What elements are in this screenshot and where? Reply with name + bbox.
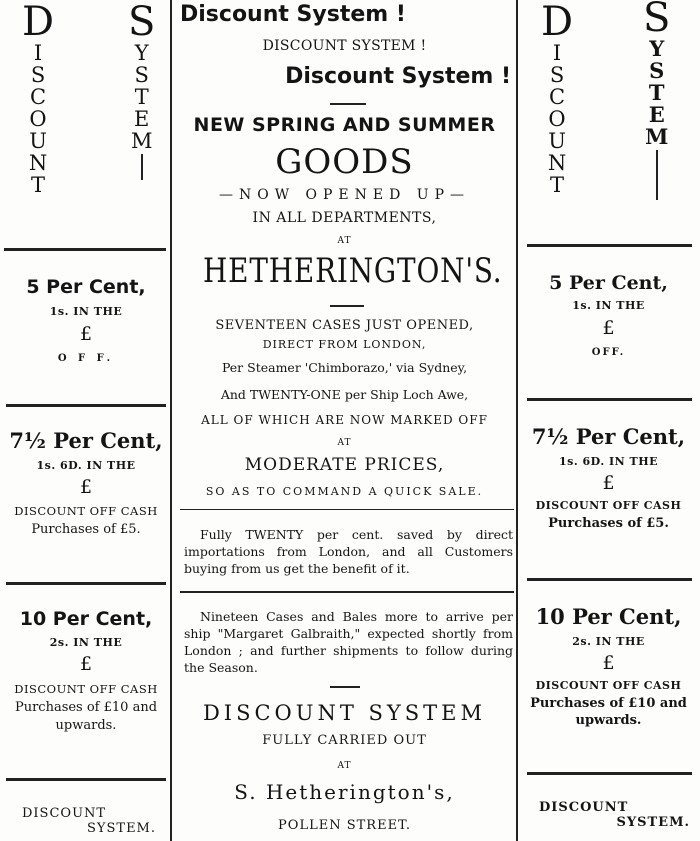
discount-10-title: 10 Per Cent, xyxy=(19,608,153,630)
fully-carried-out-line: FULLY CARRIED OUT xyxy=(262,733,427,748)
divider xyxy=(527,772,692,775)
paragraph-twenty-percent: Fully TWENTY per cent. saved by direct importations from London, and all Customers buying from us get the benefit of it. xyxy=(184,527,513,576)
divider xyxy=(180,591,514,593)
marked-off-line: ALL OF WHICH ARE NOW MARKED OFF xyxy=(201,413,488,427)
vertical-letter: M xyxy=(645,124,669,149)
vertical-letter: O xyxy=(29,107,47,131)
hetheringtons-heading: HETHERINGTON'S. xyxy=(203,251,503,291)
short-divider xyxy=(330,305,364,307)
discount-system-heading: DISCOUNT SYSTEM xyxy=(202,701,487,725)
discount-10-line3: upwards. xyxy=(55,718,117,733)
vertical-letter: C xyxy=(30,85,47,109)
discount-7-title: 7½ Per Cent, xyxy=(531,424,686,449)
pound-sign: £ xyxy=(602,472,615,494)
vertical-rule xyxy=(141,154,143,180)
vertical-word-discount xyxy=(22,2,54,196)
vertical-letter: D xyxy=(22,0,55,45)
discount-10-line1: DISCOUNT OFF CASH xyxy=(14,682,158,696)
vertical-letter: O xyxy=(548,107,566,131)
divider xyxy=(6,404,166,407)
spring-summer-heading: NEW SPRING AND SUMMER xyxy=(193,114,496,136)
moderate-prices-line: MODERATE PRICES, xyxy=(244,455,445,475)
pound-sign: £ xyxy=(602,652,615,674)
vertical-letter: S xyxy=(643,0,671,41)
discount-10-line2: Purchases of £10 and xyxy=(14,700,158,715)
off-label: OFF. xyxy=(591,347,626,358)
at-label: AT xyxy=(337,236,352,246)
divider xyxy=(527,398,692,401)
discount-5-block xyxy=(0,276,172,364)
seventeen-cases-line: SEVENTEEN CASES JUST OPENED, xyxy=(215,318,474,333)
vertical-letter: Y xyxy=(649,36,665,61)
vertical-letter: S xyxy=(128,0,156,45)
discount-7-block xyxy=(0,428,172,540)
vertical-letter: E xyxy=(648,102,665,127)
vertical-letter: D xyxy=(541,0,574,45)
vertical-word-system xyxy=(128,2,155,180)
at-label: AT xyxy=(337,438,352,448)
short-divider xyxy=(330,103,366,105)
short-divider xyxy=(330,686,360,688)
vertical-letter: M xyxy=(130,129,153,153)
vertical-letter: T xyxy=(648,80,665,105)
vertical-letter: U xyxy=(548,129,566,153)
discount-7-line2: Purchases of £5. xyxy=(548,516,669,531)
footer-line1: DISCOUNT xyxy=(539,800,629,815)
discount-5-sub: 1s. IN THE xyxy=(572,299,645,312)
vertical-letter: U xyxy=(29,129,47,153)
discount-7-line1: DISCOUNT OFF CASH xyxy=(14,504,158,518)
vertical-letter: I xyxy=(33,41,43,65)
pollen-street-line: POLLEN STREET. xyxy=(278,818,411,833)
vertical-letter: Y xyxy=(134,41,149,65)
divider xyxy=(4,248,166,251)
at-label: AT xyxy=(337,761,352,771)
pound-sign: £ xyxy=(79,653,93,675)
divider xyxy=(527,578,692,581)
discount-5-block xyxy=(517,272,700,358)
headline-3: Discount System ! xyxy=(285,64,511,89)
discount-10-sub: 2s. IN THE xyxy=(572,635,645,648)
vertical-letter: S xyxy=(649,58,665,83)
vertical-letter: T xyxy=(31,173,46,197)
vertical-letter: N xyxy=(547,151,567,175)
loch-awe-line: And TWENTY-ONE per Ship Loch Awe, xyxy=(220,387,469,402)
footer-block xyxy=(0,806,172,836)
now-opened-line: —NOW OPENED UP— xyxy=(218,187,471,203)
discount-7-line2: Purchases of £5. xyxy=(31,522,141,537)
footer-line2: SYSTEM. xyxy=(87,821,156,836)
discount-10-sub: 2s. IN THE xyxy=(49,636,123,649)
discount-10-line1: DISCOUNT OFF CASH xyxy=(535,679,682,692)
vertical-letter: T xyxy=(134,85,149,109)
discount-7-sub: 1s. 6D. IN THE xyxy=(559,455,658,468)
vertical-letter: C xyxy=(549,85,566,109)
discount-5-sub: 1s. IN THE xyxy=(49,305,123,318)
discount-10-line2: Purchases of £10 and xyxy=(530,696,687,711)
pound-sign: £ xyxy=(79,476,93,498)
vertical-rule xyxy=(656,150,658,200)
goods-heading: GOODS xyxy=(275,142,414,182)
off-label: O F F. xyxy=(57,353,115,364)
discount-5-title: 5 Per Cent, xyxy=(26,276,146,298)
vertical-letter: I xyxy=(552,41,562,65)
direct-london-line: DIRECT FROM LONDON, xyxy=(262,338,427,351)
vertical-letter: S xyxy=(134,63,149,87)
chimborazo-line: Per Steamer 'Chimborazo,' via Sydney, xyxy=(221,360,468,375)
divider xyxy=(180,509,514,510)
vertical-letter: E xyxy=(134,107,150,131)
vertical-letter: S xyxy=(549,63,565,87)
vertical-letter: N xyxy=(28,151,48,175)
s-hetherington-line: S. Hetherington's, xyxy=(234,780,455,804)
footer-block xyxy=(517,800,700,830)
vertical-word-discount xyxy=(541,2,573,196)
headline-2: DISCOUNT SYSTEM ! xyxy=(262,38,427,54)
pound-sign: £ xyxy=(79,323,93,345)
discount-7-block xyxy=(517,424,700,534)
quick-sale-line: SO AS TO COMMAND A QUICK SALE. xyxy=(205,485,484,498)
discount-10-line3: upwards. xyxy=(575,713,642,728)
footer-line2: SYSTEM. xyxy=(616,815,690,830)
divider xyxy=(6,582,166,585)
divider xyxy=(6,778,166,781)
vertical-letter: T xyxy=(550,173,565,197)
right-column xyxy=(517,0,700,841)
divider xyxy=(527,244,692,247)
vertical-letter: S xyxy=(30,63,46,87)
footer-line1: DISCOUNT xyxy=(22,806,107,821)
paragraph-nineteen-cases: Nineteen Cases and Bales more to arrive per ship "Margaret Galbraith," expected shortly from London ; and further shipments to follow during the Season. xyxy=(184,609,513,675)
discount-10-block xyxy=(517,604,700,731)
headline-1: Discount System ! xyxy=(180,2,406,27)
center-column xyxy=(172,0,517,841)
discount-10-block xyxy=(0,608,172,736)
left-column xyxy=(0,0,172,841)
discount-7-line1: DISCOUNT OFF CASH xyxy=(535,499,682,512)
pound-sign: £ xyxy=(602,317,615,339)
discount-10-title: 10 Per Cent, xyxy=(535,604,682,629)
discount-5-title: 5 Per Cent, xyxy=(549,272,668,294)
vertical-word-system xyxy=(643,0,670,200)
discount-7-title: 7½ Per Cent, xyxy=(9,428,163,453)
discount-7-sub: 1s. 6D. IN THE xyxy=(36,459,136,472)
departments-line: IN ALL DEPARTMENTS, xyxy=(252,210,437,226)
